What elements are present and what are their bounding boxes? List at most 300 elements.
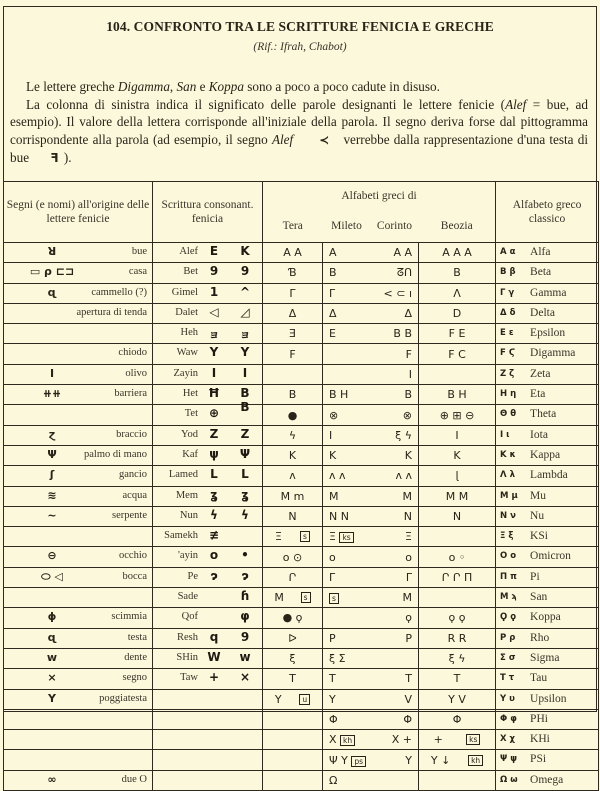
phoenician-cell [153,648,263,668]
phoenician-cell [153,445,263,465]
mileto-glyph: B H [329,388,349,402]
alef-sign-icon: ≺ [319,132,330,147]
classical-cell [496,324,599,344]
tera-cell: K [263,445,323,465]
classical-cell [496,506,599,526]
meaning-label: casa [128,266,147,278]
classical-cell [496,385,599,405]
corinto-glyph: Γ [405,570,412,584]
phoenician-glyph-variant-icon: ϟ [241,507,249,522]
mileto-glyph: E [329,327,336,341]
classical-letter-name: PHi [530,712,548,725]
table-row [4,263,599,283]
phoenician-glyph-variant-icon: Ψ [239,446,251,461]
corinto-glyph: A A [393,246,412,260]
beozia-cell: B H [419,385,496,405]
tera-cell [263,750,323,770]
meaning-label: serpente [112,509,147,521]
phoenician-glyph-variant-icon: 9 [240,264,250,279]
letter-name: Tet [184,408,198,420]
mileto-glyph: Φ [329,712,338,726]
letter-name: Taw [180,672,198,684]
mileto-glyph: Δ [329,307,337,321]
tera-cell: Ɓ [263,263,323,283]
meaning-label: braccio [116,428,147,440]
beozia-cell: ξ ϟ [419,648,496,668]
beozia-cell: I [419,425,496,445]
tera-cell: T [263,669,323,689]
letter-name: Zayin [173,367,198,379]
classical-glyph-icon: Ψ ψ [500,754,517,765]
corinto-glyph: X + [391,733,412,747]
beozia-cell: K [419,445,496,465]
phoenician-cell [153,364,263,384]
mileto-corinto-cell [323,669,419,689]
phoenician-cell [153,425,263,445]
classical-glyph-icon: K κ [500,449,516,460]
classical-glyph-icon: Z ζ [500,368,515,379]
pictogram-icon: ⧺⧺ [42,387,62,401]
origin-cell [4,770,153,790]
table-row [4,445,599,465]
corinto-glyph: I [408,367,412,381]
classical-cell [496,283,599,303]
pictogram-icon: ɸ [47,610,57,624]
mileto-glyph: P [329,631,336,645]
sound-value-box: kh [468,755,483,766]
classical-letter-name: Eta [530,388,546,401]
mileto-glyph [329,591,339,604]
classical-glyph-icon: Ξ ξ [500,531,514,542]
table-row [4,709,599,729]
classical-letter-name: PSi [530,753,547,766]
classical-glyph-icon: N ν [500,510,516,521]
phoenician-glyph-icon: Y [209,345,219,360]
tera-cell: M m [263,486,323,506]
phoenician-cell [153,466,263,486]
phoenician-glyph-icon: W [207,649,221,664]
beozia-cell: N [419,506,496,526]
beozia-cell: T [419,669,496,689]
phoenician-glyph-variant-icon: w [239,649,251,664]
mileto-glyph: ⊗ [329,408,339,422]
table-row [4,750,599,770]
classical-glyph-icon: Ϝ Ϛ [500,348,516,359]
corinto-glyph: P [405,631,412,645]
classical-letter-name: San [530,591,548,604]
beozia-cell: D [419,303,496,323]
classical-cell [496,567,599,587]
classical-letter-name: Epsilon [530,327,566,340]
table-row [4,243,599,263]
beozia-cell: ϙ ϙ [419,608,496,628]
letter-name: Dalet [175,306,198,318]
mileto-corinto-cell [323,689,419,709]
corinto-glyph: Ξ [405,530,412,544]
classical-cell [496,547,599,567]
header-mileto: Mileto [323,210,371,243]
mileto-corinto-cell [323,750,419,770]
mileto-glyph: X kh [329,733,355,746]
meaning-label: barriera [114,388,147,400]
classical-letter-name: Nu [530,509,545,522]
corinto-glyph: F [405,347,412,361]
table-row [4,730,599,750]
sound-value-box: kh [340,735,355,746]
beozia-cell: + ks [419,730,496,750]
classical-glyph-icon: Φ φ [500,713,517,724]
letter-name: Mem [175,489,198,501]
classical-glyph-icon: Δ δ [500,307,516,318]
phoenician-cell [153,628,263,648]
classical-glyph-icon: Ω ω [500,774,518,785]
classical-letter-name: Digamma [530,347,576,360]
classical-cell [496,527,599,547]
origin-cell [4,628,153,648]
classical-cell [496,608,599,628]
sound-value-box: s [329,593,339,604]
letter-name: SHin [176,651,198,663]
classical-cell [496,486,599,506]
classical-letter-name: Lambda [530,469,568,482]
classical-cell [496,303,599,323]
classical-glyph-icon: T τ [500,673,515,684]
mileto-glyph: A [329,246,337,260]
pictogram-icon: ⊖ [47,549,57,563]
beozia-cell: A A A [419,243,496,263]
pictogram-icon: ꓤ [47,245,57,258]
classical-cell [496,364,599,384]
mileto-corinto-cell [323,770,419,790]
phoenician-cell [153,709,263,729]
origin-cell [4,283,153,303]
meaning-label: segno [122,672,147,684]
sound-value-box: u [299,694,310,705]
phoenician-glyph-icon: ψ [209,446,219,461]
origin-cell [4,750,153,770]
classical-glyph-icon: Λ λ [500,470,515,481]
mileto-corinto-cell [323,730,419,750]
meaning-label: gancio [119,469,147,481]
classical-cell [496,628,599,648]
mileto-corinto-cell [323,506,419,526]
phoenician-cell [153,527,263,547]
meaning-label: olivo [125,367,147,379]
phoenician-glyph-variant-icon: • [241,548,249,563]
sound-value-box: ps [351,756,366,767]
beozia-cell: M M [419,486,496,506]
classical-glyph-icon: Σ σ [500,652,516,663]
letter-name: Resh [177,631,198,643]
phoenician-glyph-icon: + [208,670,220,685]
phoenician-glyph-variant-icon: ɦ [240,589,250,604]
pictogram-icon: w [46,650,58,664]
phoenician-glyph-variant-icon: ◿ [240,304,250,319]
phoenician-glyph-icon: q [209,629,219,644]
classical-letter-name: Pi [530,570,540,583]
pictogram-icon: × [47,671,57,685]
beozia-cell: Φ [419,709,496,729]
classical-letter-name: Mu [530,489,547,502]
phoenician-cell [153,608,263,628]
tera-cell: ᐅ [263,628,323,648]
sound-value-box: ks [466,734,480,745]
letter-name: Qof [181,611,198,623]
pictogram-icon: ∞ [47,772,57,786]
header-phoenician-origins: Segni (e nomi) all'origine delle lettere fenicie [4,182,153,243]
phoenician-cell [153,324,263,344]
meaning-label: apertura di tenda [76,306,147,318]
corinto-glyph: Δ [404,307,412,321]
pictogram-icon: ɋ [47,630,57,644]
tera-cell: ʌ [263,466,323,486]
beozia-cell: Ր Ր Π [419,567,496,587]
letter-name: Alef [179,246,198,257]
phoenician-glyph-icon: 9 [209,264,219,279]
mileto-glyph: M [329,489,339,503]
sound-value-box: s [300,531,310,542]
corinto-glyph: Φ [403,712,412,726]
classical-letter-name: Upsilon [530,692,567,705]
corinto-glyph: o [405,550,412,564]
origin-cell [4,547,153,567]
classical-letter-name: Sigma [530,651,560,664]
mileto-glyph: Y [329,692,336,706]
beozia-cell [419,364,496,384]
corinto-glyph: N [403,510,412,523]
phoenician-cell [153,303,263,323]
header-corinto: Corinto [371,210,419,243]
phoenician-glyph-icon: L [210,467,218,482]
mileto-corinto-cell [323,283,419,303]
letter-name: Heh [180,327,198,339]
mileto-glyph: Γ [329,570,336,584]
beozia-cell [419,588,496,608]
meaning-label: scimmia [111,611,147,623]
table-row [4,527,599,547]
corinto-glyph: ʌ ʌ [395,469,412,483]
mileto-glyph: o [329,550,336,564]
tera-cell: Ξ s [263,527,323,547]
mileto-corinto-cell [323,405,419,425]
tera-cell: o ⊙ [263,547,323,567]
mileto-glyph: Ψ Y ps [329,754,366,767]
phoenician-glyph-icon: ɂ [210,568,218,583]
page-title: 104. CONFRONTO TRA LE SCRITTURE FENICIA E GRECHE [106,19,494,34]
phoenician-cell [153,486,263,506]
classical-glyph-icon: M ϡ [500,592,517,603]
intro-paragraph-1: Le lettere greche Digamma, San e Koppa sono a poco a poco cadute in disuso. [26,79,440,94]
corinto-glyph: < ⊂ ı [383,286,412,300]
beozia-cell: F C [419,344,496,364]
phoenician-glyph-icon: I [211,365,217,380]
beozia-cell: Y V [419,689,496,709]
classical-cell [496,466,599,486]
header-tera: Tera [263,210,323,243]
mileto-corinto-cell [323,628,419,648]
letter-name: Samekh [164,530,198,542]
classical-glyph-icon: A α [500,247,516,257]
origin-cell [4,385,153,405]
classical-glyph-icon: P ρ [500,632,516,643]
phoenician-cell [153,547,263,567]
table-row [4,608,599,628]
phoenician-glyph-variant-icon: ^ [239,284,251,299]
meaning-label: dente [124,651,147,663]
corinto-glyph: ϙ [405,611,412,625]
meaning-label: testa [127,631,147,643]
origin-cell [4,466,153,486]
origin-cell [4,588,153,608]
origin-cell [4,344,153,364]
tera-cell: A A [263,243,323,263]
phoenician-cell [153,689,263,709]
tera-cell: ξ [263,648,323,668]
letter-name: Pe [187,570,198,582]
classical-letter-name: Tau [530,672,548,685]
beozia-cell: o ◦ [419,547,496,567]
phoenician-glyph-icon: Z [209,426,219,441]
phoenician-glyph-variant-icon: Y [240,345,250,360]
classical-glyph-icon: I ι [500,429,510,440]
phoenician-glyph-variant-icon: ʓ [241,487,249,502]
table-row [4,486,599,506]
origin-cell [4,486,153,506]
phoenician-glyph-variant-icon: L [241,467,249,482]
classical-glyph-icon: Π π [500,571,517,582]
phoenician-glyph-icon: ⊕ [208,406,220,421]
classical-cell [496,425,599,445]
mileto-corinto-cell [323,445,419,465]
origin-cell [4,405,153,425]
corinto-glyph: V [404,692,412,706]
pictogram-icon: Ψ [47,447,57,461]
meaning-label: acqua [122,489,147,501]
classical-glyph-icon: X χ [500,734,516,745]
mileto-corinto-cell [323,243,419,263]
letter-name: Sade [177,591,198,603]
pictogram-icon: ɀ [48,427,56,441]
classical-glyph-icon: E ε [500,328,514,339]
phoenician-cell [153,730,263,750]
origin-cell [4,608,153,628]
classical-letter-name: KSi [530,530,548,543]
mileto-glyph: Ω [329,773,338,787]
mileto-glyph: ʌ ʌ [329,469,346,483]
mileto-corinto-cell [323,608,419,628]
classical-glyph-icon: O ο [500,551,517,562]
meaning-label: bue [131,246,147,257]
phoenician-glyph-icon: ϟ [210,507,218,522]
classical-letter-name: KHi [530,733,550,746]
tera-cell: ● ϙ [263,608,323,628]
phoenician-glyph-variant-icon: Z [240,426,250,441]
classical-letter-name: Iota [530,428,548,441]
tera-cell [263,709,323,729]
classical-letter-name: Alfa [530,246,551,258]
phoenician-cell [153,283,263,303]
classical-letter-name: Beta [530,266,552,279]
table-row [4,648,599,668]
mileto-glyph: T [329,672,336,686]
table-row [4,628,599,648]
page-subtitle: (Rif.: Ifrah, Chabot) [253,41,347,53]
corinto-glyph: Y [405,753,412,767]
mileto-corinto-cell [323,324,419,344]
tera-cell: ϟ [263,425,323,445]
meaning-label: cammello (?) [91,286,147,298]
origin-cell [4,303,153,323]
tera-cell: ● [263,405,323,425]
classical-cell [496,648,599,668]
tera-cell: Δ [263,303,323,323]
meaning-label: bocca [122,570,147,582]
letter-name: Bet [183,266,198,278]
phoenician-cell [153,750,263,770]
mileto-glyph: K [329,449,337,463]
origin-cell [4,709,153,729]
intro-text [10,78,588,168]
classical-cell [496,445,599,465]
classical-glyph-icon: Ϙ ϙ [500,612,517,623]
tera-cell [263,730,323,750]
table-row [4,324,599,344]
table-row [4,364,599,384]
sound-value-box: s [301,592,311,603]
mileto-corinto-cell [323,527,419,547]
pictogram-icon: I [49,366,55,380]
tera-cell [263,770,323,790]
origin-cell [4,445,153,465]
classical-glyph-icon: Θ θ [500,409,517,420]
table-row [4,405,599,425]
corinto-glyph: ⊗ [402,408,412,422]
classical-glyph-icon: Γ γ [500,287,515,298]
table-row [4,425,599,445]
tera-cell: B [263,385,323,405]
phoenician-cell [153,263,263,283]
pictogram-icon: Y [48,691,56,705]
origin-cell [4,669,153,689]
beozia-cell [419,527,496,547]
mileto-corinto-cell [323,588,419,608]
classical-letter-name: Kappa [530,448,561,461]
mileto-corinto-cell [323,547,419,567]
beozia-cell: R R [419,628,496,648]
classical-cell [496,689,599,709]
table-row [4,770,599,790]
phoenician-glyph-variant-icon: φ [240,609,250,624]
tera-cell [263,364,323,384]
phoenician-cell [153,669,263,689]
mileto-corinto-cell [323,648,419,668]
phoenician-glyph-variant-icon: 9 [240,629,250,644]
comparison-table [3,181,599,791]
header-beozia: Beozia [419,210,496,243]
origin-cell [4,364,153,384]
origin-cell [4,324,153,344]
phoenician-cell [153,506,263,526]
phoenician-glyph-variant-icon: B B [240,386,250,415]
table-row [4,506,599,526]
letter-name: Nun [179,509,198,521]
corinto-glyph: ᘔᑎ [396,265,412,279]
phoenician-glyph-icon: E [209,244,219,258]
origin-cell [4,243,153,263]
mileto-corinto-cell [323,486,419,506]
mileto-corinto-cell [323,567,419,587]
meaning-label: poggiatesta [99,692,147,704]
